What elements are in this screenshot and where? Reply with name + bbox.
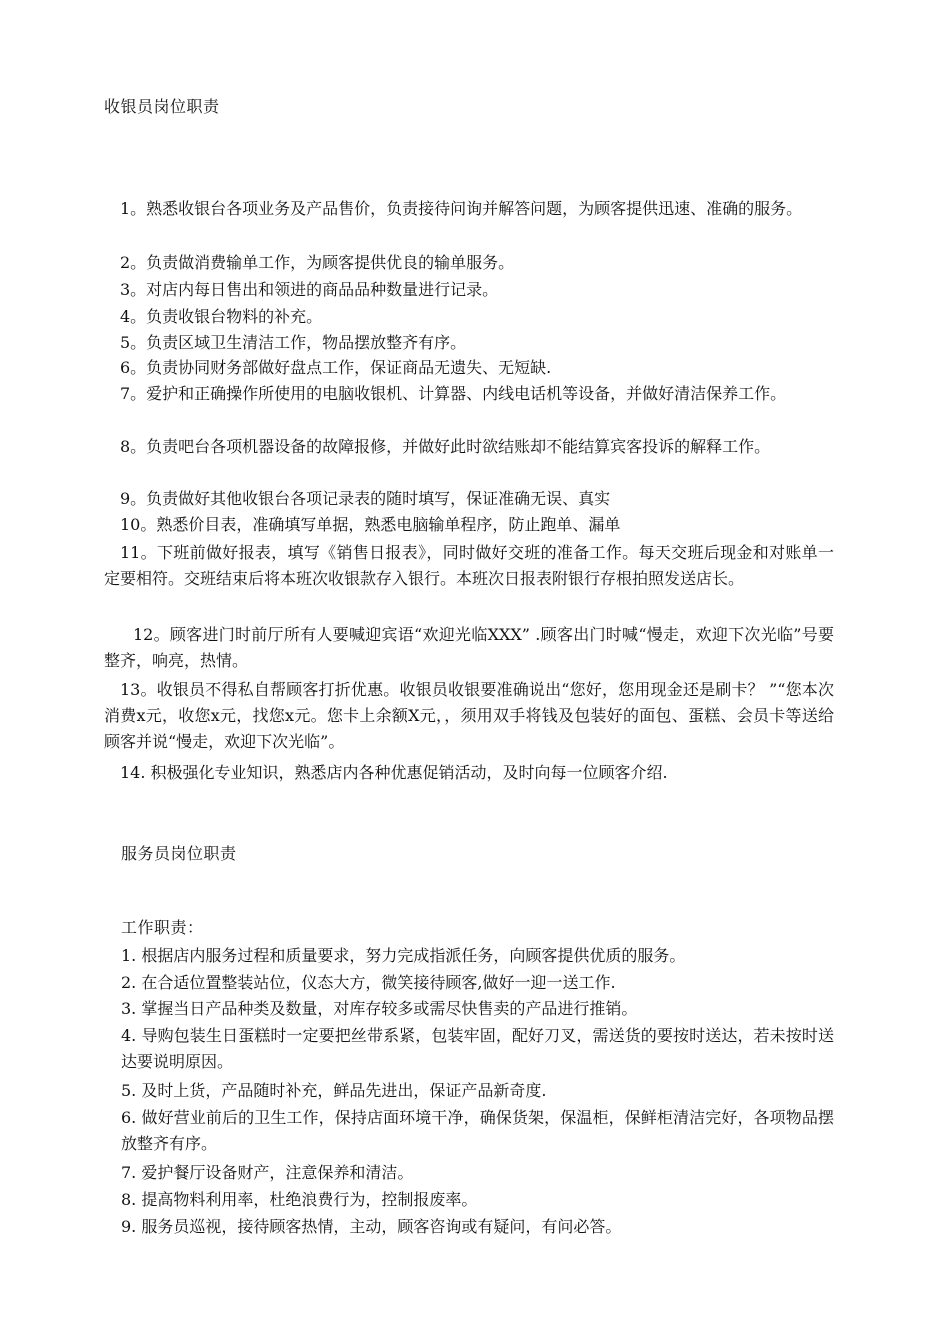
cashier-duty-3: 3。对店内每日售出和领进的商品品种数量进行记录。: [120, 280, 499, 299]
cashier-duty-4: 4。负责收银台物料的补充。: [120, 307, 323, 326]
cashier-duty-11: 11。下班前做好报表，填写《销售日报表》，同时做好交班的准备工作。每天交班后现金和对账单一定要相符。交班结束后将本班次收银款存入银行。本班次日报表附银行存根拍照发送店长。: [104, 543, 834, 588]
waiter-duty-1: 1. 根据店内服务过程和质量要求，努力完成指派任务，向顾客提供优质的服务。: [121, 946, 686, 965]
waiter-duty-3: 3. 掌握当日产品种类及数量，对库存较多或需尽快售卖的产品进行推销。: [121, 999, 638, 1018]
waiter-duty-6: 6. 做好营业前后的卫生工作，保持店面环境干净，确保货架，保温柜，保鲜柜清洁完好，各项物品摆放整齐有序。: [121, 1108, 834, 1153]
waiter-duty-9: 9. 服务员巡视，接待顾客热情，主动，顾客咨询或有疑问，有问必答。: [121, 1217, 622, 1236]
cashier-duty-2: 2。负责做消费输单工作，为顾客提供优良的输单服务。: [120, 253, 515, 272]
cashier-duty-5: 5。负责区域卫生清洁工作，物品摆放整齐有序。: [120, 333, 467, 352]
waiter-duty-7: 7. 爱护餐厅设备财产，注意保养和清洁。: [121, 1163, 414, 1182]
cashier-duty-14: 14. 积极强化专业知识，熟悉店内各种优惠促销活动，及时向每一位顾客介绍.: [120, 763, 668, 782]
cashier-duty-8: 8。负责吧台各项机器设备的故障报修，并做好此时欲结账却不能结算宾客投诉的解释工作。: [120, 437, 771, 456]
waiter-duty-5: 5. 及时上货，产品随时补充，鲜品先进出，保证产品新奇度.: [121, 1081, 547, 1100]
cashier-duty-13: 13。收银员不得私自帮顾客打折优惠。收银员收银要准确说出“您好，您用现金还是刷卡？ ”“您本次消费x元，收您x元，找您x元。您卡上余额X元，，须用双手将钱及包装好的面包、蛋糕、会员卡等送给顾客并说“慢走，欢迎下次光临”。: [104, 680, 834, 751]
section-subtitle-duties: 工作职责：: [121, 918, 204, 937]
cashier-duty-6: 6。负责协同财务部做好盘点工作，保证商品无遗失、无短缺.: [120, 358, 552, 377]
section-title-waiter: 服务员岗位职责: [121, 844, 237, 863]
cashier-duty-9: 9。负责做好其他收银台各项记录表的随时填写，保证准确无误、真实: [120, 489, 611, 508]
waiter-duty-4: 4. 导购包装生日蛋糕时一定要把丝带系紧，包装牢固，配好刀叉，需送货的要按时送达，若未按时送达要说明原因。: [121, 1026, 834, 1071]
cashier-duty-12: 12。顾客进门时前厅所有人要喊迎宾语“欢迎光临XXX” .顾客出门时喊“慢走，欢迎下次光临”号要整齐，响亮，热情。: [104, 625, 834, 670]
section-title-cashier: 收银员岗位职责: [104, 97, 220, 116]
cashier-duty-7: 7。爱护和正确操作所使用的电脑收银机、计算器、内线电话机等设备，并做好清洁保养工作。: [120, 384, 787, 403]
cashier-duty-1: 1。熟悉收银台各项业务及产品售价，负责接待问询并解答问题，为顾客提供迅速、准确的服务。: [120, 199, 803, 218]
waiter-duty-2: 2. 在合适位置整装站位，仪态大方，微笑接待顾客,做好一迎一送工作.: [121, 973, 616, 992]
waiter-duty-8: 8. 提高物料利用率，杜绝浪费行为，控制报废率。: [121, 1190, 478, 1209]
cashier-duty-10: 10。熟悉价目表，准确填写单据，熟悉电脑输单程序，防止跑单、漏单: [120, 515, 621, 534]
